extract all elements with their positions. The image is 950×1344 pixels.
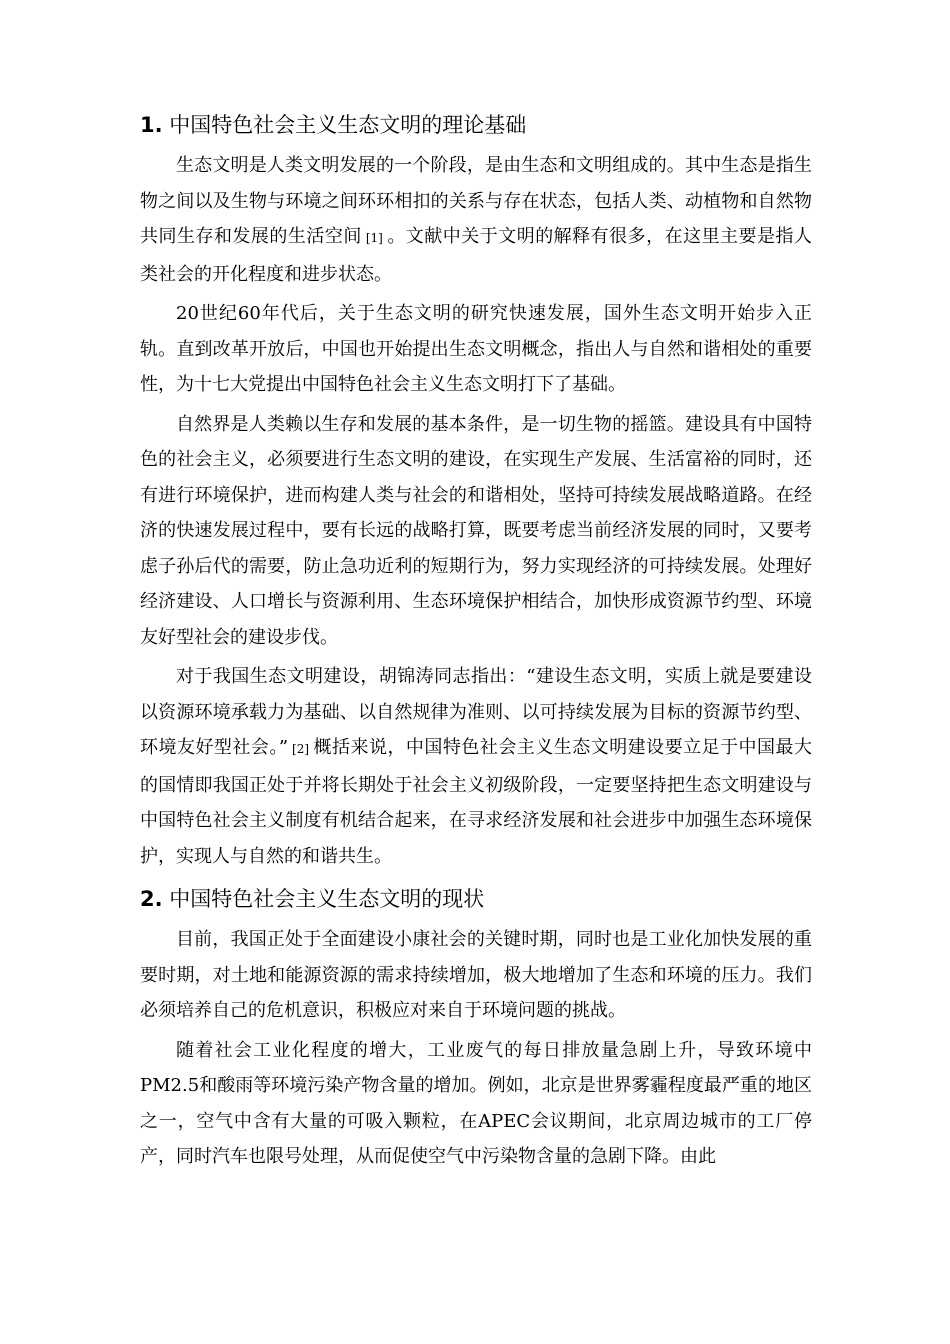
citation-2: [2] bbox=[292, 742, 310, 756]
paragraph-text: 对于我国生态文明建设，胡锦涛同志指出：“建设生态文明，实质上就是要建设以资源环境承载力为基础、以自然规律为准则、以可持续发展为目标的资源节约型、环境友好型社会。” bbox=[140, 666, 812, 758]
document-page bbox=[140, 110, 812, 1179]
section-2-title: 中国特色社会主义生态文明的现状 bbox=[169, 887, 485, 911]
paragraph-text: 概括来说，中国特色社会主义生态文明建设要立足于中国最大的国情即我国正处于并将长期处于社会主义初级阶段，一定要坚持把生态文明建设与中国特色社会主义制度有机结合起来，在寻求经济发展和社会进步中加强生态环境保护，实现人与自然的和谐共生。 bbox=[140, 737, 813, 867]
section-1-paragraph-2: 20世纪60年代后，关于生态文明的研究快速发展，国外生态文明开始步入正轨。直到改革开放后，中国也开始提出生态文明概念，指出人与自然和谐相处的重要性，为十七大党提出中国特色社会主义生态文明打下了基础。 bbox=[140, 303, 812, 395]
paragraph-text: 。文献中关于文明的解释有很多，在这里主要是指人类社会的开化程度和进步状态。 bbox=[140, 226, 812, 285]
section-1-paragraph-3: 自然界是人类赖以生存和发展的基本条件，是一切生物的摇篮。建设具有中国特色的社会主义，必须要进行生态文明的建设，在实现生产发展、生活富裕的同时，还有进行环境保护，进而构建人类与社会的和谐相处，坚持可持续发展战略道路。在经济的快速发展过程中，要有长远的战略打算，既要考虑当前经济发展的同时，又要考虑子孙后代的需要，防止急功近利的短期行为，努力实现经济的可持续发展。处理好经济建设、人口增长与资源利用、生态环境保护相结合，加快形成资源节约型、环境友好型社会的建设步伐。 bbox=[140, 413, 812, 648]
section-1-paragraph-4 bbox=[140, 659, 812, 874]
section-1-heading bbox=[140, 110, 812, 140]
citation-1: [1] bbox=[365, 231, 383, 245]
section-1-number: 1. bbox=[140, 113, 163, 137]
section-2-paragraph-2: 随着社会工业化程度的增大，工业废气的每日排放量急剧上升，导致环境中PM2.5和酸雨等环境污染产物含量的增加。例如，北京是世界雾霾程度最严重的地区之一，空气中含有大量的可吸入颗粒，在APEC会议期间，北京周边城市的工厂停产，同时汽车也限号处理，从而促使空气中污染物含量的急剧下降。由此 bbox=[140, 1039, 812, 1167]
section-2-number: 2. bbox=[140, 887, 163, 911]
section-1-title: 中国特色社会主义生态文明的理论基础 bbox=[169, 113, 527, 137]
section-2-paragraph-1: 目前，我国正处于全面建设小康社会的关键时期，同时也是工业化加快发展的重要时期，对土地和能源资源的需求持续增加，极大地增加了生态和环境的压力。我们必须培养自己的危机意识，积极应对来自于环境问题的挑战。 bbox=[140, 929, 812, 1021]
paragraph-text: 生态文明是人类文明发展的一个阶段，是由生态和文明组成的。其中生态是指生物之间以及生物与环境之间环环相扣的关系与存在状态，包括人类、动植物和自然物共同生存和发展的生活空间 bbox=[140, 155, 812, 247]
section-2-heading bbox=[140, 884, 812, 914]
section-1-paragraph-1 bbox=[140, 148, 812, 292]
